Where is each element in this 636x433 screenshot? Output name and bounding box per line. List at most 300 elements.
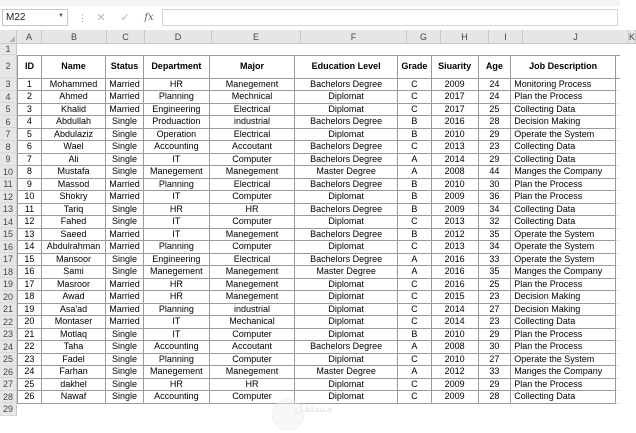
table-cell[interactable]: Single [106,353,144,366]
table-cell[interactable]: B [398,328,432,341]
table-cell[interactable]: Accounting [143,341,209,354]
table-cell[interactable]: 16 [18,266,42,279]
table-cell[interactable]: Sami [41,266,105,279]
table-cell[interactable]: Mechnical [209,91,294,104]
table-cell[interactable]: Produaction [143,116,209,129]
table-cell[interactable]: Manegement [143,166,209,179]
table-cell[interactable]: IT [143,328,209,341]
table-cell[interactable]: Electrical [209,178,294,191]
table-cell[interactable]: Mansoor [41,253,105,266]
table-cell[interactable]: C [398,103,432,116]
table-cell[interactable]: Single [106,153,144,166]
cell[interactable] [616,128,621,141]
table-cell[interactable]: 29 [478,328,511,341]
cell[interactable] [209,44,294,55]
table-cell[interactable]: Single [106,378,144,391]
table-cell[interactable]: Plan the Process [511,178,616,191]
table-cell[interactable]: Single [106,128,144,141]
row-header[interactable]: 21 [0,303,17,316]
row-header[interactable]: 11 [0,178,17,191]
table-cell[interactable]: Saeed [41,228,105,241]
table-cell[interactable]: C [398,241,432,254]
select-all-button[interactable] [0,30,17,44]
table-cell[interactable]: 5 [18,128,42,141]
table-cell[interactable]: Married [106,78,144,91]
table-cell[interactable]: 2010 [431,328,478,341]
cell[interactable] [616,203,621,216]
table-cell[interactable]: HR [209,378,294,391]
cancel-icon[interactable]: ✕ [96,12,106,24]
table-cell[interactable]: Manegement [209,266,294,279]
table-cell[interactable]: 32 [478,216,511,229]
row-header[interactable]: 29 [0,403,17,416]
table-cell[interactable]: 15 [18,253,42,266]
table-cell[interactable]: 2016 [431,266,478,279]
row-header[interactable]: 5 [0,103,17,116]
row-header[interactable]: 12 [0,191,17,204]
column-header-i[interactable]: I [489,30,523,44]
row-header[interactable]: 6 [0,116,17,129]
table-cell[interactable]: Single [106,216,144,229]
row-header[interactable]: 28 [0,391,17,404]
table-cell[interactable]: Operate the System [511,253,616,266]
table-cell[interactable]: HR [143,291,209,304]
table-cell[interactable]: C [398,378,432,391]
table-cell[interactable]: 6 [18,141,42,154]
table-cell[interactable]: Married [106,278,144,291]
table-cell[interactable]: 2009 [431,191,478,204]
cell[interactable] [616,166,621,179]
table-cell[interactable]: Single [106,328,144,341]
table-cell[interactable]: 22 [18,341,42,354]
cell[interactable] [616,55,621,78]
column-title[interactable]: Job Description [511,55,616,78]
table-cell[interactable]: Manges the Company [511,166,616,179]
table-cell[interactable]: 24 [478,78,511,91]
table-cell[interactable]: 2009 [431,78,478,91]
table-cell[interactable]: Plan the Process [511,278,616,291]
table-cell[interactable]: 23 [478,316,511,329]
table-cell[interactable]: Bachelors Degree [295,141,398,154]
cell[interactable] [616,378,621,391]
table-cell[interactable]: IT [143,216,209,229]
column-header-f[interactable]: F [301,30,407,44]
table-cell[interactable]: Plan the Process [511,328,616,341]
table-cell[interactable]: 2016 [431,278,478,291]
table-cell[interactable]: Married [106,191,144,204]
table-cell[interactable]: Monitoring Process [511,78,616,91]
table-cell[interactable]: 2012 [431,366,478,379]
table-cell[interactable]: Master Degree [295,366,398,379]
table-cell[interactable]: C [398,391,432,404]
table-cell[interactable]: 28 [478,116,511,129]
table-cell[interactable]: Operation [143,128,209,141]
row-header[interactable]: 2 [0,55,17,78]
table-cell[interactable]: Diplomat [295,303,398,316]
table-cell[interactable]: Collecting Data [511,216,616,229]
table-cell[interactable]: Computer [209,153,294,166]
table-cell[interactable]: Diplomat [295,216,398,229]
table-cell[interactable]: Computer [209,191,294,204]
table-cell[interactable]: B [398,228,432,241]
row-header[interactable]: 24 [0,341,17,354]
table-cell[interactable]: Shokry [41,191,105,204]
table-cell[interactable]: 2013 [431,241,478,254]
table-cell[interactable]: Computer [209,216,294,229]
cell[interactable] [398,44,432,55]
table-cell[interactable]: Single [106,341,144,354]
table-cell[interactable]: Bachelors Degree [295,153,398,166]
table-cell[interactable]: 3 [18,103,42,116]
table-cell[interactable]: Diplomat [295,103,398,116]
table-cell[interactable]: C [398,291,432,304]
cell[interactable] [295,44,398,55]
table-cell[interactable]: Computer [209,353,294,366]
table-cell[interactable]: Collecting Data [511,103,616,116]
cell[interactable] [616,78,621,91]
cell[interactable] [41,44,105,55]
column-header-e[interactable]: E [212,30,301,44]
table-cell[interactable]: Manegement [209,228,294,241]
cell[interactable] [616,178,621,191]
table-cell[interactable]: industrial [209,303,294,316]
table-cell[interactable]: 29 [478,378,511,391]
table-cell[interactable]: Diplomat [295,278,398,291]
cell[interactable] [616,141,621,154]
column-header-b[interactable]: B [42,30,107,44]
table-cell[interactable]: Manegement [209,78,294,91]
table-cell[interactable]: Electrical [209,128,294,141]
table-cell[interactable]: 2016 [431,253,478,266]
table-cell[interactable]: Manges the Company [511,266,616,279]
row-header[interactable]: 20 [0,291,17,304]
table-cell[interactable]: 10 [18,191,42,204]
row-header[interactable]: 22 [0,316,17,329]
table-cell[interactable]: 2013 [431,216,478,229]
table-cell[interactable]: HR [143,378,209,391]
table-cell[interactable]: Bachelors Degree [295,203,398,216]
table-cell[interactable]: Single [106,391,144,404]
table-cell[interactable]: Single [106,166,144,179]
table-cell[interactable]: Manegement [209,291,294,304]
table-cell[interactable]: Planning [143,91,209,104]
table-cell[interactable]: Bachelors Degree [295,228,398,241]
cell[interactable] [616,291,621,304]
table-cell[interactable]: Single [106,366,144,379]
table-cell[interactable]: Masroor [41,278,105,291]
column-title[interactable]: Department [143,55,209,78]
row-header[interactable]: 1 [0,44,17,55]
table-cell[interactable]: Fadel [41,353,105,366]
table-cell[interactable]: Manges the Company [511,366,616,379]
table-cell[interactable]: Planning [143,353,209,366]
table-cell[interactable]: 9 [18,178,42,191]
table-cell[interactable]: 27 [478,353,511,366]
table-cell[interactable]: 24 [478,91,511,104]
row-header[interactable]: 15 [0,228,17,241]
table-cell[interactable]: HR [143,78,209,91]
table-cell[interactable]: A [398,166,432,179]
column-title[interactable]: ID [18,55,42,78]
table-cell[interactable]: 7 [18,153,42,166]
table-cell[interactable]: Master Degree [295,266,398,279]
table-cell[interactable]: Manegement [209,278,294,291]
formula-input[interactable] [162,9,618,26]
column-header-h[interactable]: H [441,30,489,44]
table-cell[interactable]: 35 [478,228,511,241]
table-cell[interactable]: Collecting Data [511,391,616,404]
table-cell[interactable]: 11 [18,203,42,216]
table-cell[interactable]: Diplomat [295,241,398,254]
table-cell[interactable]: B [398,128,432,141]
table-cell[interactable]: 14 [18,241,42,254]
table-cell[interactable]: 34 [478,241,511,254]
row-header[interactable]: 16 [0,241,17,254]
table-cell[interactable]: Accoutant [209,141,294,154]
cell[interactable] [616,328,621,341]
row-header[interactable]: 19 [0,278,17,291]
column-header-g[interactable]: G [407,30,441,44]
table-cell[interactable]: Bachelors Degree [295,178,398,191]
cell[interactable] [616,228,621,241]
table-cell[interactable]: B [398,178,432,191]
column-header-d[interactable]: D [145,30,212,44]
row-header[interactable]: 18 [0,266,17,279]
table-cell[interactable]: Married [106,91,144,104]
table-cell[interactable]: C [398,303,432,316]
column-title[interactable]: Age [478,55,511,78]
table-cell[interactable]: 34 [478,203,511,216]
table-cell[interactable]: 2009 [431,378,478,391]
table-cell[interactable]: 19 [18,303,42,316]
cell[interactable] [18,44,42,55]
table-cell[interactable]: Engineering [143,103,209,116]
table-cell[interactable]: Diplomat [295,316,398,329]
table-cell[interactable]: Bachelors Degree [295,78,398,91]
table-cell[interactable]: B [398,116,432,129]
table-cell[interactable]: 13 [18,228,42,241]
table-cell[interactable]: B [398,203,432,216]
table-cell[interactable]: HR [143,203,209,216]
row-header[interactable]: 10 [0,166,17,179]
cell[interactable] [616,191,621,204]
table-cell[interactable]: A [398,153,432,166]
table-cell[interactable]: 30 [478,341,511,354]
table-cell[interactable]: Bachelors Degree [295,116,398,129]
table-cell[interactable]: 2010 [431,178,478,191]
table-cell[interactable]: 2014 [431,153,478,166]
table-cell[interactable]: A [398,341,432,354]
row-header[interactable]: 23 [0,328,17,341]
cell[interactable] [616,278,621,291]
table-cell[interactable]: Taha [41,341,105,354]
row-header[interactable]: 14 [0,216,17,229]
table-cell[interactable]: 2017 [431,103,478,116]
table-cell[interactable]: Asa'ad [41,303,105,316]
table-cell[interactable]: Plan the Process [511,341,616,354]
column-title[interactable]: Status [106,55,144,78]
table-cell[interactable]: A [398,266,432,279]
cell[interactable] [431,44,478,55]
table-cell[interactable]: Plan the Process [511,378,616,391]
table-cell[interactable]: C [398,78,432,91]
table-cell[interactable]: Collecting Data [511,141,616,154]
table-cell[interactable]: Single [106,203,144,216]
table-cell[interactable]: 2010 [431,353,478,366]
cell[interactable] [616,253,621,266]
table-cell[interactable]: 8 [18,166,42,179]
table-cell[interactable]: 2013 [431,141,478,154]
cell[interactable] [616,103,621,116]
table-cell[interactable]: Wael [41,141,105,154]
table-cell[interactable]: Engineering [143,253,209,266]
table-cell[interactable]: IT [143,228,209,241]
table-cell[interactable]: Diplomat [295,191,398,204]
cell[interactable] [616,303,621,316]
cell[interactable] [616,266,621,279]
table-cell[interactable]: A [398,253,432,266]
table-cell[interactable]: 1 [18,78,42,91]
table-cell[interactable]: 2015 [431,291,478,304]
table-cell[interactable]: Massod [41,178,105,191]
table-cell[interactable]: Married [106,228,144,241]
table-cell[interactable]: Manegement [143,366,209,379]
cell[interactable] [616,116,621,129]
table-cell[interactable]: 33 [478,253,511,266]
table-cell[interactable]: Mohammed [41,78,105,91]
table-cell[interactable]: 2008 [431,166,478,179]
column-header-j[interactable]: J [523,30,629,44]
cell[interactable] [616,216,621,229]
table-cell[interactable]: 12 [18,216,42,229]
table-cell[interactable]: A [398,366,432,379]
cell[interactable] [616,353,621,366]
cell[interactable] [616,241,621,254]
row-header[interactable]: 25 [0,353,17,366]
table-cell[interactable]: 2014 [431,303,478,316]
column-header-c[interactable]: C [107,30,145,44]
table-cell[interactable]: Decision Making [511,291,616,304]
table-cell[interactable]: HR [209,203,294,216]
table-cell[interactable]: IT [143,153,209,166]
table-cell[interactable]: Bachelors Degree [295,253,398,266]
table-cell[interactable]: Ahmed [41,91,105,104]
cell[interactable] [616,153,621,166]
chevron-down-icon[interactable]: ▼ [58,13,64,19]
table-cell[interactable]: Bachelors Degree [295,341,398,354]
row-header[interactable]: 3 [0,78,17,91]
table-cell[interactable]: Accoutant [209,341,294,354]
row-header[interactable]: 8 [0,141,17,154]
table-cell[interactable]: 18 [18,291,42,304]
table-cell[interactable]: Operate the System [511,241,616,254]
table-cell[interactable]: Married [106,291,144,304]
table-cell[interactable]: 27 [478,303,511,316]
column-title[interactable]: Major [209,55,294,78]
table-cell[interactable]: Married [106,103,144,116]
table-cell[interactable]: Manegement [143,266,209,279]
table-cell[interactable]: Accounting [143,141,209,154]
table-cell[interactable]: 30 [478,178,511,191]
table-cell[interactable]: Planning [143,241,209,254]
table-cell[interactable]: Plan the Process [511,191,616,204]
table-cell[interactable]: Diplomat [295,291,398,304]
table-cell[interactable]: IT [143,316,209,329]
cell[interactable] [616,341,621,354]
table-cell[interactable]: Collecting Data [511,153,616,166]
table-cell[interactable]: 2017 [431,91,478,104]
table-cell[interactable]: Computer [209,391,294,404]
table-cell[interactable]: Farhan [41,366,105,379]
row-header[interactable]: 17 [0,253,17,266]
table-cell[interactable]: 29 [478,153,511,166]
row-header[interactable]: 27 [0,378,17,391]
table-cell[interactable]: Abdulrahman [41,241,105,254]
table-cell[interactable]: Single [106,116,144,129]
table-cell[interactable]: C [398,141,432,154]
table-cell[interactable]: Operate the System [511,228,616,241]
table-cell[interactable]: Mustafa [41,166,105,179]
column-title[interactable]: Name [41,55,105,78]
row-header[interactable]: 9 [0,153,17,166]
table-cell[interactable]: Diplomat [295,378,398,391]
cell[interactable] [106,44,144,55]
table-cell[interactable]: Planning [143,178,209,191]
table-cell[interactable]: Abdullah [41,116,105,129]
table-cell[interactable]: 23 [18,353,42,366]
table-cell[interactable]: 2014 [431,316,478,329]
table-cell[interactable]: Diplomat [295,91,398,104]
table-cell[interactable]: Electrical [209,253,294,266]
column-title[interactable]: Grade [398,55,432,78]
table-cell[interactable]: C [398,353,432,366]
table-cell[interactable]: C [398,278,432,291]
table-cell[interactable]: Single [106,141,144,154]
table-cell[interactable]: 24 [18,366,42,379]
table-cell[interactable]: Accounting [143,391,209,404]
table-cell[interactable]: Operate the System [511,353,616,366]
cell[interactable] [616,91,621,104]
table-cell[interactable]: 25 [478,103,511,116]
cell[interactable] [143,44,209,55]
table-cell[interactable]: B [398,191,432,204]
cell[interactable] [616,391,621,404]
table-cell[interactable]: 4 [18,116,42,129]
table-cell[interactable]: 23 [478,291,511,304]
name-box[interactable] [2,9,68,26]
table-cell[interactable]: 29 [478,128,511,141]
table-cell[interactable]: Diplomat [295,353,398,366]
table-cell[interactable]: dakhel [41,378,105,391]
table-cell[interactable]: C [398,216,432,229]
table-cell[interactable]: 26 [18,391,42,404]
table-cell[interactable]: 2009 [431,391,478,404]
table-cell[interactable]: C [398,91,432,104]
table-cell[interactable]: 2010 [431,128,478,141]
table-cell[interactable]: Manegement [209,366,294,379]
table-cell[interactable]: 33 [478,366,511,379]
table-cell[interactable]: 2008 [431,341,478,354]
table-cell[interactable]: 25 [478,278,511,291]
table-cell[interactable]: Plan the Process [511,91,616,104]
table-cell[interactable]: Electrical [209,103,294,116]
table-cell[interactable]: Computer [209,241,294,254]
table-cell[interactable]: C [398,316,432,329]
table-cell[interactable]: Master Degree [295,166,398,179]
column-header-k[interactable]: K [629,32,636,42]
cell[interactable] [616,44,621,55]
table-cell[interactable]: Married [106,178,144,191]
